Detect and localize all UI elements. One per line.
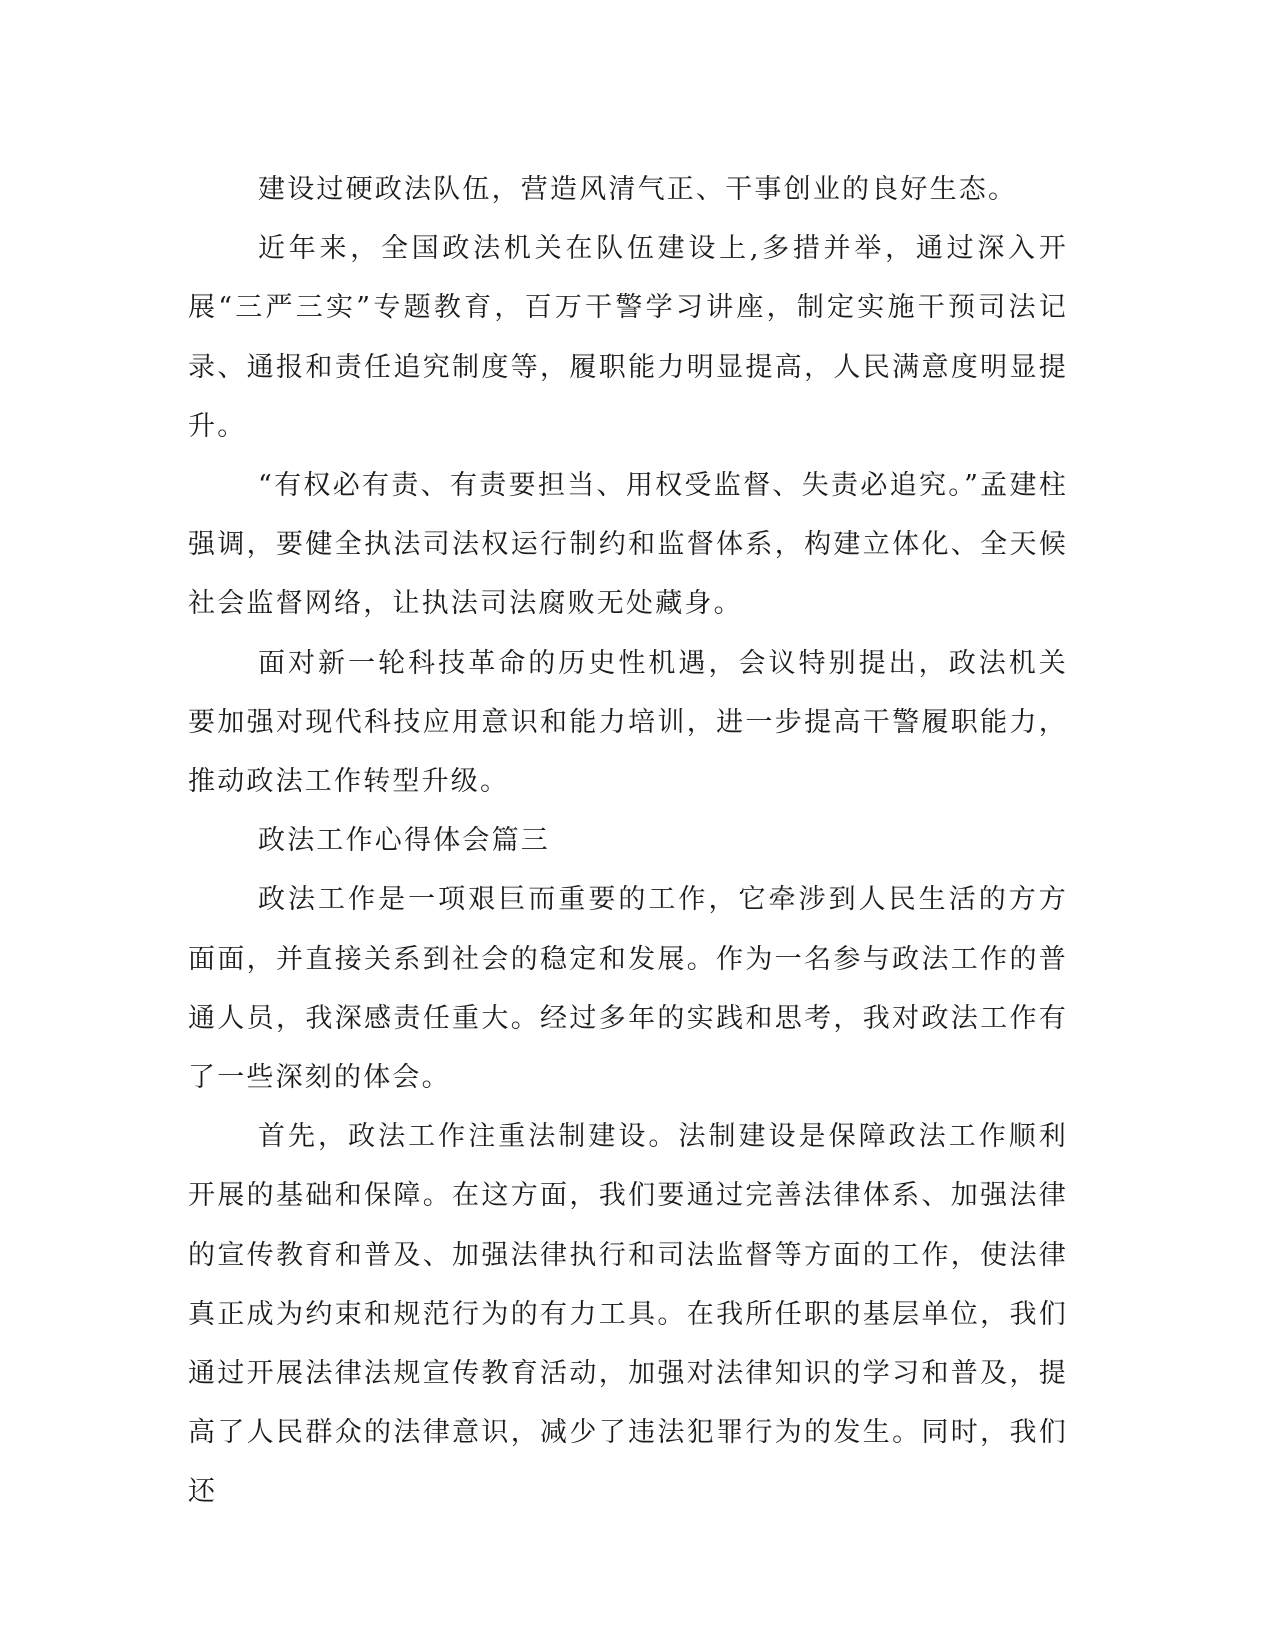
paragraph-5: 政法工作是一项艰巨而重要的工作，它牵涉到人民生活的方方面面，并直接关系到社会的稳定和发展。作为一名参与政法工作的普通人员，我深感责任重大。经过多年的实践和思考，我对政法工作有了一些深刻的体会。 [188, 884, 1068, 1094]
paragraph-2: 近年来，全国政法机关在队伍建设上,多措并举，通过深入开展“三严三实”专题教育，百万干警学习讲座，制定实施干预司法记录、通报和责任追究制度等，履职能力明显提高，人民满意度明显提升。 [188, 233, 1068, 442]
paragraph-6: 首先，政法工作注重法制建设。法制建设是保障政法工作顺利开展的基础和保障。在这方面，我们要通过完善法律体系、加强法律的宣传教育和普及、加强法律执行和司法监督等方面的工作，使法律真正成为约束和规范行为的有力工具。在我所任职的基层单位，我们通过开展法律法规宣传教育活动，加强对法律知识的学习和普及，提高了人民群众的法律意识，减少了违法犯罪行为的发生。同时，我们还 [188, 1121, 1068, 1508]
paragraph-1: 建设过硬政法队伍，营造风清气正、干事创业的良好生态。 [258, 174, 1018, 205]
paragraph-3: “有权必有责、有责要担当、用权受监督、失责必追究。”孟建柱强调，要健全执法司法权运行制约和监督体系，构建立体化、全天候社会监督网络，让执法司法腐败无处藏身。 [188, 470, 1068, 620]
paragraph-4: 面对新一轮科技革命的历史性机遇，会议特别提出，政法机关要加强对现代科技应用意识和能力培训，进一步提高干警履职能力，推动政法工作转型升级。 [188, 647, 1068, 798]
section-heading: 政法工作心得体会篇三 [258, 825, 550, 857]
document-body [188, 160, 1068, 1522]
